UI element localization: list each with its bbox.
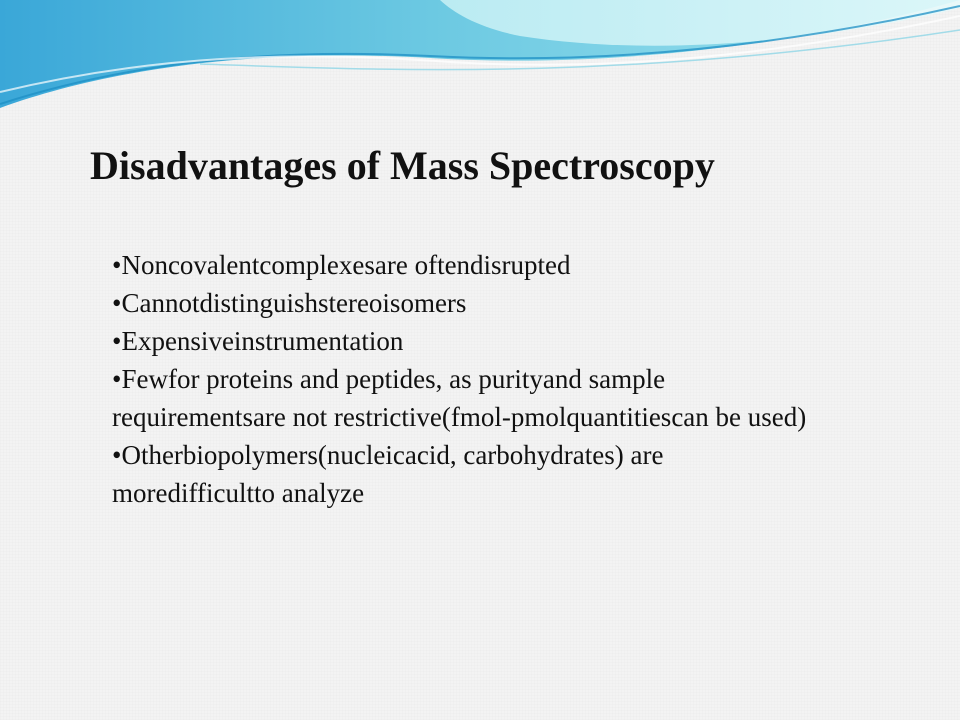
slide-title: Disadvantages of Mass Spectroscopy	[90, 143, 715, 188]
list-item: •Fewfor proteins and peptides, as purityand sample requirementsare not restrictive(fmol-pmolquantitiescan be used)	[112, 364, 807, 432]
list-item: •Otherbiopolymers(nucleicacid, carbohydrates) are moredifficultto analyze	[112, 440, 664, 508]
bullet-list	[112, 246, 812, 512]
list-item: •Expensiveinstrumentation	[112, 326, 404, 356]
list-item: •Noncovalentcomplexesare oftendisrupted	[112, 250, 571, 280]
header-wave-decoration	[0, 0, 960, 120]
list-item: •Cannotdistinguishstereoisomers	[112, 288, 467, 318]
